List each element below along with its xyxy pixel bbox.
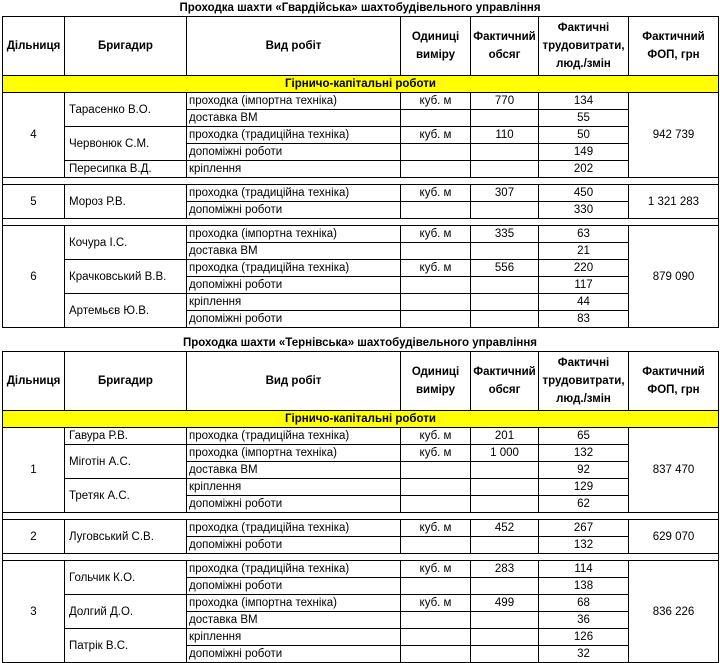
unit-cell bbox=[401, 578, 471, 595]
header-labor: Фактичні трудовитрати, люд./змін bbox=[539, 352, 629, 411]
unit-cell bbox=[401, 277, 471, 294]
labor-cell: 132 bbox=[539, 445, 629, 462]
volume-cell bbox=[471, 144, 539, 161]
labor-cell: 132 bbox=[539, 537, 629, 554]
labor-cell: 55 bbox=[539, 110, 629, 127]
unit-cell: куб. м bbox=[401, 260, 471, 277]
table-1 bbox=[2, 16, 719, 328]
table-row bbox=[3, 93, 719, 110]
labor-cell: 114 bbox=[539, 561, 629, 578]
work-cell: кріплення bbox=[187, 161, 401, 178]
work-cell: проходка (імпортна техніка) bbox=[187, 93, 401, 110]
volume-cell bbox=[471, 629, 539, 646]
group-gap bbox=[3, 178, 719, 185]
labor-cell: 138 bbox=[539, 578, 629, 595]
volume-cell bbox=[471, 202, 539, 219]
district-cell: 2 bbox=[3, 520, 65, 554]
work-cell: доставка ВМ bbox=[187, 243, 401, 260]
table-row bbox=[3, 479, 719, 496]
unit-cell bbox=[401, 110, 471, 127]
unit-cell: куб. м bbox=[401, 226, 471, 243]
header-work: Вид робіт bbox=[187, 17, 401, 76]
unit-cell bbox=[401, 537, 471, 554]
volume-cell: 283 bbox=[471, 561, 539, 578]
work-cell: проходка (традиційна техніка) bbox=[187, 127, 401, 144]
table-row bbox=[3, 260, 719, 277]
unit-cell: куб. м bbox=[401, 428, 471, 445]
unit-cell: куб. м bbox=[401, 520, 471, 537]
table-row bbox=[3, 428, 719, 445]
header-district: Дільниця bbox=[3, 352, 65, 411]
district-cell: 4 bbox=[3, 93, 65, 178]
brigadier-cell: Долгий Д.О. bbox=[65, 595, 187, 629]
work-cell: допоміжні роботи bbox=[187, 646, 401, 663]
fop-cell: 942 739 bbox=[629, 93, 719, 178]
volume-cell bbox=[471, 537, 539, 554]
work-cell: допоміжні роботи bbox=[187, 311, 401, 328]
volume-cell: 499 bbox=[471, 595, 539, 612]
labor-cell: 92 bbox=[539, 462, 629, 479]
labor-cell: 63 bbox=[539, 226, 629, 243]
labor-cell: 65 bbox=[539, 428, 629, 445]
table-2 bbox=[2, 351, 719, 663]
work-cell: проходка (традиційна техніка) bbox=[187, 260, 401, 277]
section-row bbox=[3, 411, 719, 428]
unit-cell: куб. м bbox=[401, 93, 471, 110]
brigadier-cell: Міготін А.С. bbox=[65, 445, 187, 479]
table-2-title: Проходка шахти «Тернівська» шахтобудівельного управління bbox=[182, 337, 538, 349]
volume-cell: 335 bbox=[471, 226, 539, 243]
unit-cell bbox=[401, 144, 471, 161]
unit-cell bbox=[401, 629, 471, 646]
group-gap bbox=[3, 554, 719, 561]
fop-cell: 837 470 bbox=[629, 428, 719, 513]
volume-cell: 1 000 bbox=[471, 445, 539, 462]
fop-cell: 629 070 bbox=[629, 520, 719, 554]
brigadier-cell: Пересипка В.Д. bbox=[65, 161, 187, 178]
fop-cell: 836 226 bbox=[629, 561, 719, 663]
brigadier-cell: Мороз Р.В. bbox=[65, 185, 187, 219]
brigadier-cell: Третяк А.С. bbox=[65, 479, 187, 513]
header-brigadier: Бригадир bbox=[65, 352, 187, 411]
labor-cell: 330 bbox=[539, 202, 629, 219]
table-row bbox=[3, 161, 719, 178]
table-row bbox=[3, 226, 719, 243]
labor-cell: 134 bbox=[539, 93, 629, 110]
volume-cell bbox=[471, 462, 539, 479]
table-1-title: Проходка шахти «Гвардійська» шахтобудівельного управління bbox=[179, 2, 541, 14]
unit-cell bbox=[401, 202, 471, 219]
header-work: Вид робіт bbox=[187, 352, 401, 411]
labor-cell: 50 bbox=[539, 127, 629, 144]
header-brigadier: Бригадир bbox=[65, 17, 187, 76]
unit-cell bbox=[401, 612, 471, 629]
header-unit: Одиниці виміру bbox=[401, 17, 471, 76]
table-row bbox=[3, 595, 719, 612]
unit-cell: куб. м bbox=[401, 595, 471, 612]
labor-cell: 117 bbox=[539, 277, 629, 294]
volume-cell bbox=[471, 277, 539, 294]
unit-cell: куб. м bbox=[401, 185, 471, 202]
brigadier-cell: Кочура І.С. bbox=[65, 226, 187, 260]
section-title: Гірничо-капітальні роботи bbox=[3, 411, 719, 428]
work-cell: допоміжні роботи bbox=[187, 144, 401, 161]
labor-cell: 44 bbox=[539, 294, 629, 311]
brigadier-cell: Гавура Р.В. bbox=[65, 428, 187, 445]
work-cell: проходка (традиційна техніка) bbox=[187, 185, 401, 202]
header-fop: Фактичний ФОП, грн bbox=[629, 352, 719, 411]
volume-cell bbox=[471, 496, 539, 513]
district-cell: 6 bbox=[3, 226, 65, 328]
labor-cell: 220 bbox=[539, 260, 629, 277]
gap-cell bbox=[3, 513, 719, 520]
work-cell: допоміжні роботи bbox=[187, 202, 401, 219]
volume-cell bbox=[471, 294, 539, 311]
table-row bbox=[3, 294, 719, 311]
work-cell: доставка ВМ bbox=[187, 612, 401, 629]
brigadier-cell: Червонюк С.М. bbox=[65, 127, 187, 161]
brigadier-cell: Луговський С.В. bbox=[65, 520, 187, 554]
unit-cell: куб. м bbox=[401, 561, 471, 578]
labor-cell: 68 bbox=[539, 595, 629, 612]
labor-cell: 149 bbox=[539, 144, 629, 161]
table-row bbox=[3, 127, 719, 144]
brigadier-cell: Гольчик К.О. bbox=[65, 561, 187, 595]
work-cell: кріплення bbox=[187, 629, 401, 646]
brigadier-cell: Крачковський В.В. bbox=[65, 260, 187, 294]
labor-cell: 129 bbox=[539, 479, 629, 496]
work-cell: проходка (традиційна техніка) bbox=[187, 520, 401, 537]
labor-cell: 83 bbox=[539, 311, 629, 328]
gap-cell bbox=[3, 178, 719, 185]
section-title: Гірничо-капітальні роботи bbox=[3, 76, 719, 93]
work-cell: допоміжні роботи bbox=[187, 277, 401, 294]
header-volume: Фактичний обсяг bbox=[471, 352, 539, 411]
district-cell: 5 bbox=[3, 185, 65, 219]
header-fop: Фактичний ФОП, грн bbox=[629, 17, 719, 76]
work-cell: кріплення bbox=[187, 479, 401, 496]
unit-cell bbox=[401, 243, 471, 260]
table-row bbox=[3, 561, 719, 578]
work-cell: допоміжні роботи bbox=[187, 496, 401, 513]
volume-cell bbox=[471, 612, 539, 629]
work-cell: кріплення bbox=[187, 294, 401, 311]
labor-cell: 202 bbox=[539, 161, 629, 178]
volume-cell: 110 bbox=[471, 127, 539, 144]
brigadier-cell: Тарасенко В.О. bbox=[65, 93, 187, 127]
volume-cell bbox=[471, 161, 539, 178]
brigadier-cell: Артемьєв Ю.В. bbox=[65, 294, 187, 328]
work-cell: допоміжні роботи bbox=[187, 578, 401, 595]
header-row bbox=[3, 352, 719, 411]
table-row bbox=[3, 445, 719, 462]
gap-cell bbox=[3, 219, 719, 226]
district-cell: 1 bbox=[3, 428, 65, 513]
unit-cell bbox=[401, 462, 471, 479]
work-cell: допоміжні роботи bbox=[187, 537, 401, 554]
volume-cell: 452 bbox=[471, 520, 539, 537]
group-gap bbox=[3, 513, 719, 520]
labor-cell: 32 bbox=[539, 646, 629, 663]
volume-cell bbox=[471, 479, 539, 496]
unit-cell bbox=[401, 294, 471, 311]
volume-cell bbox=[471, 646, 539, 663]
unit-cell bbox=[401, 161, 471, 178]
fop-cell: 879 090 bbox=[629, 226, 719, 328]
table-row bbox=[3, 520, 719, 537]
labor-cell: 450 bbox=[539, 185, 629, 202]
brigadier-cell: Патрік В.С. bbox=[65, 629, 187, 663]
header-district: Дільниця bbox=[3, 17, 65, 76]
volume-cell bbox=[471, 578, 539, 595]
work-cell: проходка (традиційна техніка) bbox=[187, 428, 401, 445]
unit-cell: куб. м bbox=[401, 445, 471, 462]
labor-cell: 267 bbox=[539, 520, 629, 537]
table-row bbox=[3, 185, 719, 202]
labor-cell: 21 bbox=[539, 243, 629, 260]
volume-cell bbox=[471, 243, 539, 260]
volume-cell: 201 bbox=[471, 428, 539, 445]
labor-cell: 62 bbox=[539, 496, 629, 513]
header-volume: Фактичний обсяг bbox=[471, 17, 539, 76]
work-cell: проходка (імпортна техніка) bbox=[187, 445, 401, 462]
section-row bbox=[3, 76, 719, 93]
volume-cell: 307 bbox=[471, 185, 539, 202]
work-cell: проходка (імпортна техніка) bbox=[187, 595, 401, 612]
unit-cell bbox=[401, 496, 471, 513]
labor-cell: 126 bbox=[539, 629, 629, 646]
volume-cell: 556 bbox=[471, 260, 539, 277]
unit-cell: куб. м bbox=[401, 127, 471, 144]
work-cell: проходка (імпортна техніка) bbox=[187, 226, 401, 243]
table-row bbox=[3, 629, 719, 646]
district-cell: 3 bbox=[3, 561, 65, 663]
unit-cell bbox=[401, 646, 471, 663]
gap-cell bbox=[3, 554, 719, 561]
fop-cell: 1 321 283 bbox=[629, 185, 719, 219]
unit-cell bbox=[401, 479, 471, 496]
work-cell: доставка ВМ bbox=[187, 110, 401, 127]
group-gap bbox=[3, 219, 719, 226]
header-labor: Фактичні трудовитрати, люд./змін bbox=[539, 17, 629, 76]
volume-cell bbox=[471, 311, 539, 328]
work-cell: проходка (традиційна техніка) bbox=[187, 561, 401, 578]
header-unit: Одиниці виміру bbox=[401, 352, 471, 411]
work-cell: доставка ВМ bbox=[187, 462, 401, 479]
unit-cell bbox=[401, 311, 471, 328]
volume-cell bbox=[471, 110, 539, 127]
volume-cell: 770 bbox=[471, 93, 539, 110]
labor-cell: 36 bbox=[539, 612, 629, 629]
header-row bbox=[3, 17, 719, 76]
